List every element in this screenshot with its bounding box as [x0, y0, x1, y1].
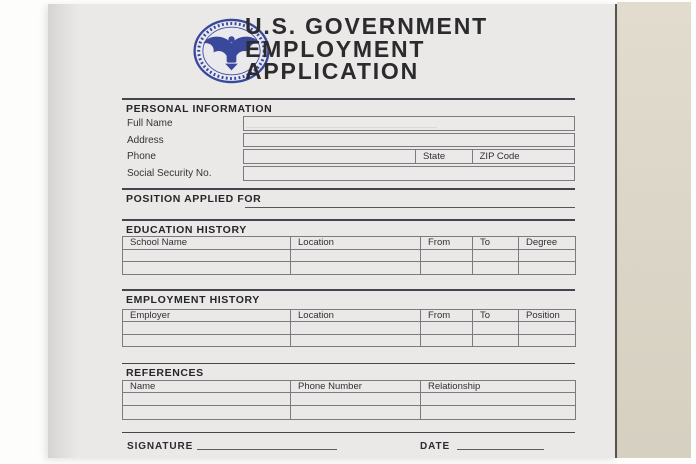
table-cell-empty [291, 405, 421, 420]
signature-label: SIGNATURE [127, 441, 194, 452]
column-header-relationship: Relationship [421, 380, 576, 393]
phone-row [122, 149, 575, 164]
table-row [123, 322, 576, 335]
table-cell-empty [421, 262, 473, 275]
employment-table [122, 309, 576, 348]
table-row [123, 262, 576, 275]
address-label: Address [127, 134, 164, 146]
table-cell-empty [519, 262, 576, 275]
column-header-from: From [421, 309, 473, 322]
application-form-paper [48, 4, 617, 458]
ssn-label: Social Security No. [127, 168, 212, 179]
date-label: DATE [420, 441, 451, 452]
desk-surface-strip [617, 2, 691, 458]
education-history-heading: EDUCATION HISTORY [126, 223, 247, 236]
table-cell-empty [519, 322, 576, 335]
ssn-row [122, 166, 575, 181]
column-header-degree: Degree [519, 237, 576, 250]
table-cell-empty [291, 393, 421, 406]
employment-history-heading: EMPLOYMENT HISTORY [126, 293, 260, 306]
title-line-1: U.S. GOVERNMENT [245, 13, 488, 39]
table-cell-empty [291, 334, 421, 347]
table-cell-empty [421, 322, 473, 335]
column-header-employer: Employer [123, 309, 291, 322]
column-header-to: To [473, 309, 519, 322]
column-header-location: Location [291, 237, 421, 250]
date-line [457, 441, 544, 450]
table-cell-empty [473, 334, 519, 347]
table-row [123, 405, 576, 420]
references-heading: REFERENCES [126, 367, 204, 379]
table-cell-empty [291, 262, 421, 275]
column-header-name: Name [123, 380, 291, 393]
section-rule [122, 363, 575, 365]
phone-input-cell [244, 150, 415, 163]
table-cell-empty [123, 405, 291, 420]
table-row [123, 334, 576, 347]
section-rule [122, 188, 575, 190]
personal-information-heading: PERSONAL INFORMATION [126, 103, 273, 115]
full-name-input-box [243, 116, 575, 131]
zip-code-label-cell: ZIP Code [472, 150, 574, 163]
column-header-phone-number: Phone Number [291, 380, 421, 393]
title-line-2: EMPLOYMENT [245, 35, 426, 62]
table-cell-empty [291, 322, 421, 335]
table-cell-empty [421, 405, 576, 420]
education-table [122, 236, 576, 275]
education-header-row [123, 237, 576, 250]
table-cell-empty [123, 322, 291, 335]
table-cell-empty [123, 249, 291, 262]
phone-state-zip-box [243, 149, 575, 164]
full-name-row [122, 116, 575, 131]
table-cell-empty [123, 393, 291, 406]
table-cell-empty [123, 334, 291, 347]
full-name-label: Full Name [127, 118, 173, 129]
references-table [122, 380, 576, 421]
address-row [122, 133, 575, 148]
table-cell-empty [519, 334, 576, 347]
ssn-input-box [243, 166, 575, 181]
table-cell-empty [421, 393, 576, 406]
column-header-from: From [421, 237, 473, 250]
section-rule [122, 289, 575, 291]
employment-header-row [123, 309, 576, 322]
position-input-line [245, 197, 575, 208]
address-input-box [243, 133, 575, 148]
paper-edge-shadow [48, 4, 78, 458]
section-rule [122, 98, 575, 100]
table-row [123, 249, 576, 262]
table-cell-empty [123, 262, 291, 275]
printing-artifact-line [246, 127, 437, 128]
table-cell-empty [421, 334, 473, 347]
page-title [245, 15, 488, 83]
footer-rule [122, 432, 575, 434]
phone-label: Phone [127, 151, 156, 162]
column-header-location: Location [291, 309, 421, 322]
column-header-school-name: School Name [123, 237, 291, 250]
table-cell-empty [421, 249, 473, 262]
column-header-to: To [473, 237, 519, 250]
section-rule [122, 219, 575, 221]
references-header-row [123, 380, 576, 393]
table-cell-empty [519, 249, 576, 262]
state-label-cell: State [415, 150, 472, 163]
table-cell-empty [473, 249, 519, 262]
position-applied-heading: POSITION APPLIED FOR [126, 193, 262, 205]
title-line-3: APPLICATION [245, 58, 419, 84]
table-cell-empty [473, 322, 519, 335]
signature-line [197, 441, 337, 450]
table-cell-empty [473, 262, 519, 275]
column-header-position: Position [519, 309, 576, 322]
table-cell-empty [291, 249, 421, 262]
table-row [123, 393, 576, 406]
